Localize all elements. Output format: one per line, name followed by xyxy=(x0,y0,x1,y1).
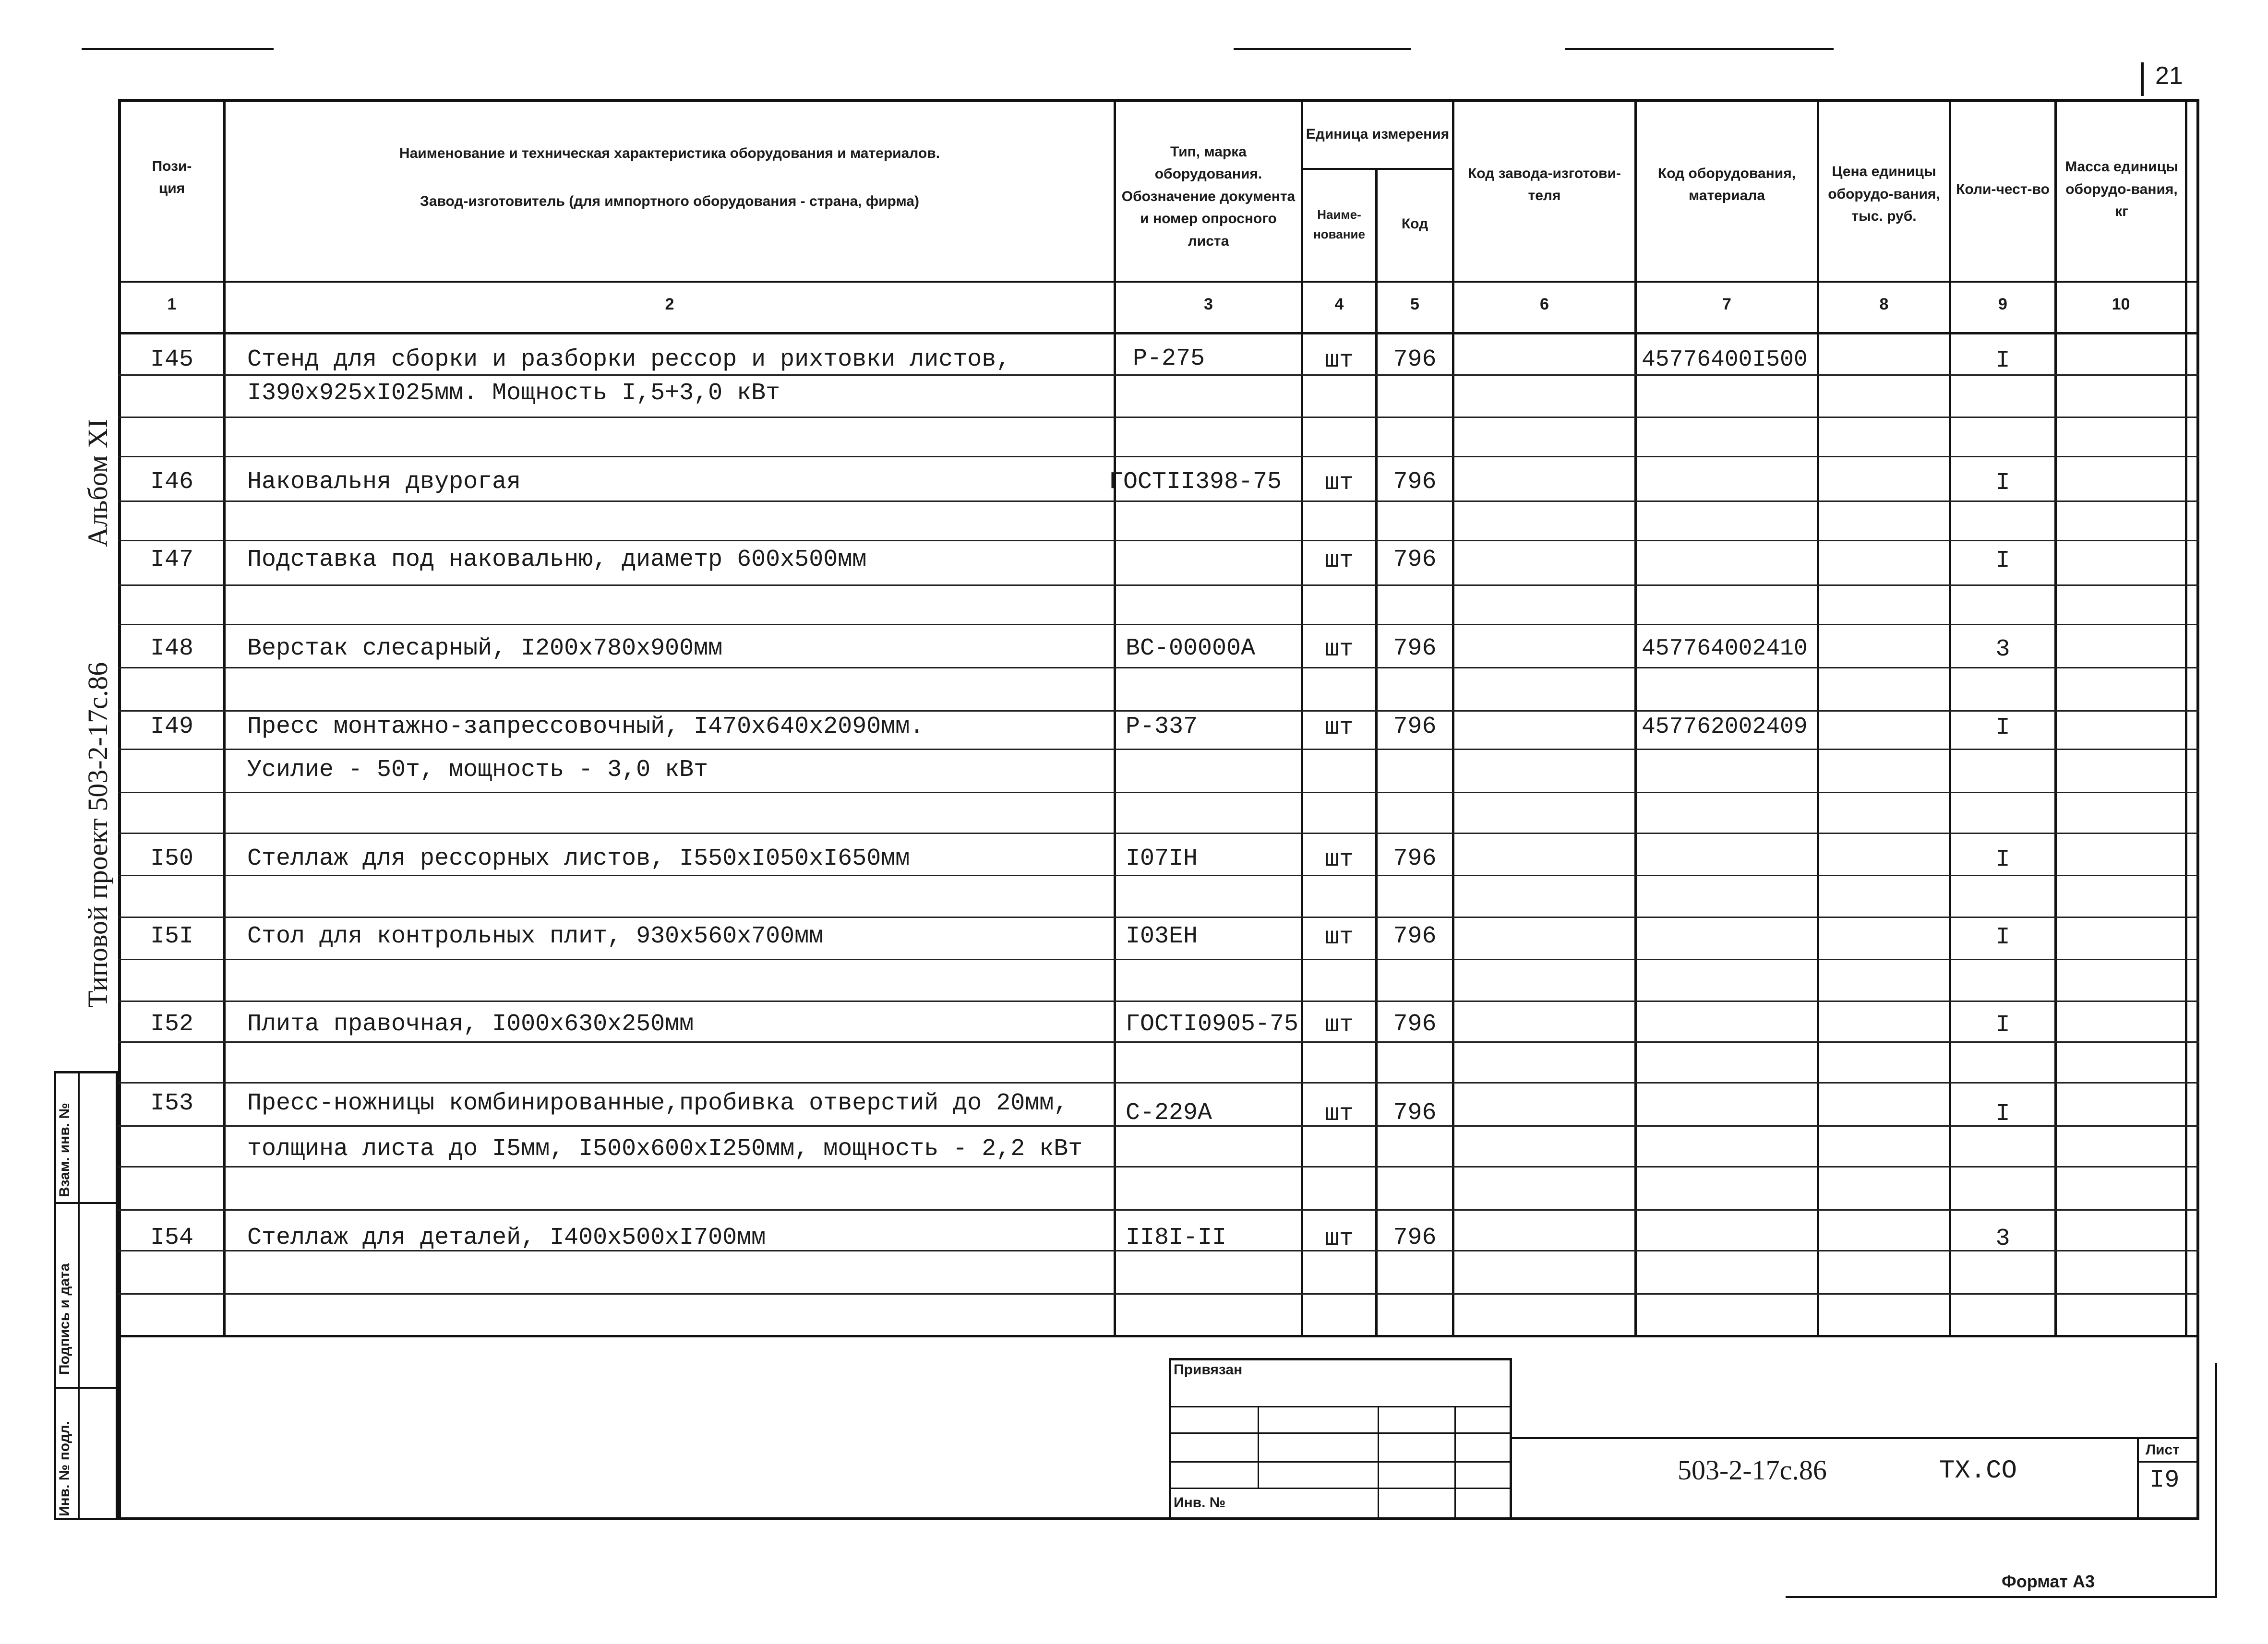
bound-vline xyxy=(1454,1406,1456,1520)
row-code: 796 xyxy=(1393,346,1437,373)
header-name-1: Наименование и техническая характеристика оборудования и материалов. xyxy=(399,145,940,161)
row-line xyxy=(118,374,2199,376)
header-type: Тип, марка оборудования. Обозначение документа и номер опросного листа xyxy=(1121,143,1296,249)
colnum-5: 5 xyxy=(1410,295,1419,313)
format-line xyxy=(1786,1596,2217,1598)
bound-line xyxy=(1169,1488,1512,1489)
row-unit: шт xyxy=(1324,1225,1354,1252)
row-code: 796 xyxy=(1393,845,1437,872)
bound-line xyxy=(1169,1432,1512,1434)
col-line xyxy=(2054,99,2057,1337)
project-label: Типовой проект 503-2-17с.86 xyxy=(82,662,113,1008)
row-equip: 45776400I500 xyxy=(1642,347,1808,373)
row-equip: 457764002410 xyxy=(1642,636,1808,662)
row-code: 796 xyxy=(1393,546,1437,573)
row-name: Пресс монтажно-запрессовочный, I470x640x2090мм. xyxy=(247,713,924,740)
col-line xyxy=(1634,99,1637,1337)
row-type: Р-337 xyxy=(1126,713,1198,740)
row-pos: I50 xyxy=(150,845,193,872)
header-mass: Масса единицы оборудо-вания, кг xyxy=(2065,159,2178,220)
unit-divider xyxy=(1301,168,1454,170)
row-qty: I xyxy=(1995,924,2010,951)
header-name-2: Завод-изготовитель (для импортного оборудования - страна, фирма) xyxy=(420,193,919,209)
left-stamp-line xyxy=(54,1202,118,1204)
row-line xyxy=(118,1209,2199,1211)
bound-line xyxy=(1169,1461,1512,1463)
inv-repl-label: Взам. инв. № xyxy=(57,1103,72,1197)
title-line xyxy=(1512,1437,2199,1439)
row-qty: 3 xyxy=(1995,636,2010,663)
row-pos: I49 xyxy=(150,713,193,740)
row-unit: шт xyxy=(1324,714,1354,741)
header-unit-code: Код xyxy=(1401,216,1428,232)
doc-mark: ТХ.СО xyxy=(1939,1456,2017,1486)
row-pos: I54 xyxy=(150,1224,193,1251)
row-line xyxy=(118,1001,2199,1002)
header-price: Цена единицы оборудо-вания, тыс. руб. xyxy=(1828,164,1940,225)
format-line xyxy=(2215,1363,2217,1598)
row-unit: шт xyxy=(1324,636,1354,663)
row-line xyxy=(118,959,2199,960)
row-pos: I48 xyxy=(150,635,193,662)
row-code: 796 xyxy=(1393,1099,1437,1127)
row-name-cont: Усилие - 50т, мощность - 3,0 кВт xyxy=(247,756,708,784)
row-equip: 457762002409 xyxy=(1642,714,1808,740)
row-pos: I45 xyxy=(150,346,193,373)
row-code: 796 xyxy=(1393,1224,1437,1251)
row-line xyxy=(118,917,2199,918)
row-unit: шт xyxy=(1324,547,1354,574)
top-rule xyxy=(1565,48,1834,50)
row-line xyxy=(118,417,2199,418)
row-name: Наковальня двурогая xyxy=(247,468,521,496)
colnum-4: 4 xyxy=(1334,295,1344,313)
inv-no-label: Инв. № xyxy=(1174,1495,1226,1511)
row-line xyxy=(118,710,2199,712)
row-line xyxy=(118,667,2199,668)
row-name: Стеллаж для рессорных листов, I550xI050xI650мм xyxy=(247,845,910,872)
colnum-7: 7 xyxy=(1722,295,1731,313)
row-pos: I52 xyxy=(150,1011,193,1038)
bound-vline xyxy=(1378,1406,1379,1520)
row-code: 796 xyxy=(1393,468,1437,496)
row-name-cont: I390x925xI025мм. Мощность I,5+3,0 кВт xyxy=(247,380,780,407)
top-rule xyxy=(1234,48,1411,50)
row-line xyxy=(118,1166,2199,1167)
sheet-vline xyxy=(2137,1437,2139,1520)
row-unit: шт xyxy=(1324,924,1354,951)
row-name: Стеллаж для деталей, I400x500xI700мм xyxy=(247,1224,766,1251)
row-type: ГОСТI0905-75 xyxy=(1126,1011,1299,1038)
colnum-2: 2 xyxy=(665,295,674,313)
album-label: Альбом XI xyxy=(82,418,113,547)
row-line xyxy=(118,875,2199,876)
header-pos: Пози- ция xyxy=(152,158,192,196)
inv-orig-label: Инв. № подл. xyxy=(57,1420,72,1516)
col-line xyxy=(1817,99,1819,1337)
colnum-8: 8 xyxy=(1879,295,1889,313)
row-type: С-229А xyxy=(1126,1099,1212,1127)
page-number-top: 21 xyxy=(2155,62,2183,90)
row-type: I03EH xyxy=(1126,923,1198,950)
row-code: 796 xyxy=(1393,923,1437,950)
col-line xyxy=(1452,99,1454,1337)
row-pos: I5I xyxy=(150,923,193,950)
header-qty: Коли-чест-во xyxy=(1956,181,2050,197)
row-unit: шт xyxy=(1324,347,1354,374)
row-unit: шт xyxy=(1324,846,1354,873)
colnum-9: 9 xyxy=(1998,295,2007,313)
corner-mark xyxy=(2141,62,2144,96)
row-line xyxy=(118,833,2199,834)
row-name: Стенд для сборки и разборки рессор и рихтовки листов, xyxy=(247,346,1011,373)
left-stamp-line xyxy=(54,1387,118,1389)
header-unit: Единица измерения xyxy=(1306,126,1450,142)
row-qty: I xyxy=(1995,714,2010,741)
row-name: Стол для контрольных плит, 930x560x700мм xyxy=(247,923,824,950)
row-unit: шт xyxy=(1324,1012,1354,1039)
sheet-line xyxy=(2137,1461,2199,1463)
bound-vline xyxy=(1258,1406,1259,1488)
colnum-3: 3 xyxy=(1204,295,1213,313)
col-line xyxy=(223,99,226,1337)
row-name: Подставка под наковальню, диаметр 600x500мм xyxy=(247,546,867,573)
top-rule xyxy=(82,48,274,50)
bound-line xyxy=(1169,1406,1512,1407)
left-stamp-divider xyxy=(78,1071,80,1520)
sheet-label: Лист xyxy=(2146,1442,2180,1458)
col-line xyxy=(2185,99,2187,1337)
row-qty: I xyxy=(1995,1012,2010,1039)
header-bottom xyxy=(118,281,2199,283)
row-type: Р-275 xyxy=(1133,345,1205,372)
row-line xyxy=(118,456,2199,457)
colnum-bottom xyxy=(118,332,2199,334)
row-qty: I xyxy=(1995,846,2010,873)
col-line xyxy=(1114,99,1116,1337)
row-line xyxy=(118,624,2199,625)
table-bottom xyxy=(118,1335,2199,1337)
row-unit: шт xyxy=(1324,469,1354,497)
row-name: Пресс-ножницы комбинированные,пробивка отверстий до 20мм, xyxy=(247,1090,1068,1117)
row-type: ГОСТII398-75 xyxy=(1109,468,1282,496)
row-line xyxy=(118,1082,2199,1084)
bound-label: Привязан xyxy=(1174,1362,1243,1378)
row-line xyxy=(118,540,2199,541)
row-line xyxy=(118,749,2199,750)
row-name: Плита правочная, I000x630x250мм xyxy=(247,1011,694,1038)
row-line xyxy=(118,792,2199,793)
header-equip-code: Код оборудования, материала xyxy=(1657,165,1796,203)
row-code: 796 xyxy=(1393,635,1437,662)
sheet-number: I9 xyxy=(2149,1466,2180,1494)
row-pos: I53 xyxy=(150,1090,193,1117)
row-qty: I xyxy=(1995,469,2010,497)
format-label: Формат А3 xyxy=(2002,1572,2095,1591)
header-plant-code: Код завода-изготови-теля xyxy=(1467,165,1621,203)
row-code: 796 xyxy=(1393,713,1437,740)
row-name-cont: толщина листа до I5мм, I500x600xI250мм, мощность - 2,2 кВт xyxy=(247,1135,1083,1163)
row-qty: I xyxy=(1995,547,2010,574)
row-qty: 3 xyxy=(1995,1225,2010,1252)
colnum-1: 1 xyxy=(167,295,177,313)
row-pos: I46 xyxy=(150,468,193,496)
doc-code: 503-2-17с.86 xyxy=(1678,1454,1827,1486)
row-qty: I xyxy=(1995,347,2010,374)
row-line xyxy=(118,1293,2199,1295)
colnum-6: 6 xyxy=(1540,295,1549,313)
row-line xyxy=(118,1041,2199,1043)
sign-date-label: Подпись и дата xyxy=(57,1263,72,1375)
row-name: Верстак слесарный, I200x780x900мм xyxy=(247,635,723,662)
colnum-10: 10 xyxy=(2112,295,2130,313)
row-type: II8I-II xyxy=(1126,1224,1227,1251)
row-code: 796 xyxy=(1393,1011,1437,1038)
row-qty: I xyxy=(1995,1100,2010,1128)
row-line xyxy=(118,584,2199,586)
row-type: ВС-00000А xyxy=(1126,635,1256,662)
row-line xyxy=(118,500,2199,502)
col-line xyxy=(1375,168,1378,1337)
row-type: I07IH xyxy=(1126,845,1198,872)
header-unit-name: Наиме-нование xyxy=(1313,207,1365,241)
row-unit: шт xyxy=(1324,1100,1354,1128)
row-pos: I47 xyxy=(150,546,193,573)
